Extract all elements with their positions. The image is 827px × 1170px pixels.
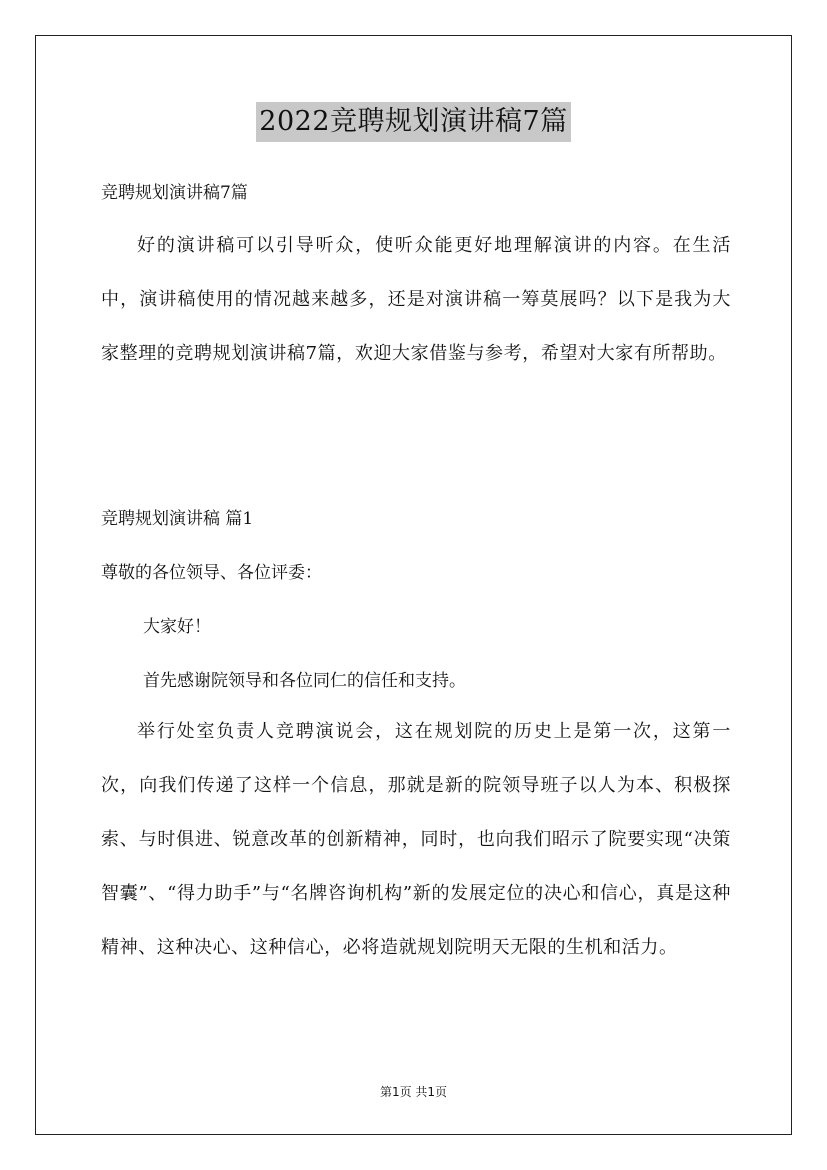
document-title: 2022竞聘规划演讲稿7篇 <box>256 102 570 142</box>
document-title-wrapper <box>0 102 827 142</box>
salutation: 尊敬的各位领导、各位评委： <box>101 563 322 583</box>
section-heading: 竞聘规划演讲稿 篇1 <box>101 509 254 529</box>
intro-paragraph: 好的演讲稿可以引导听众，使听众能更好地理解演讲的内容。在生活中，演讲稿使用的情况越来越多，还是对演讲稿一筹莫展吗？以下是我为大家整理的竞聘规划演讲稿7篇，欢迎大家借鉴与参考，希望对大家有所帮助。 <box>101 235 731 364</box>
page-footer: 第1页 共1页 <box>379 1085 448 1099</box>
document-subtitle: 竞聘规划演讲稿7篇 <box>101 183 248 203</box>
thanks-paragraph: 首先感谢院领导和各位同仁的信任和支持。 <box>143 671 466 691</box>
body-paragraph: 举行处室负责人竞聘演说会，这在规划院的历史上是第一次，这第一次，向我们传递了这样一个信息，那就是新的院领导班子以人为本、积极探索、与时俱进、锐意改革的创新精神，同时，也向我们昭示了院要实现“决策智囊”、“得力助手”与“名牌咨询机构”新的发展定位的决心和信心，真是这种精神、这种决心、这种信心，必将造就规划院明天无限的生机和活力。 <box>101 721 731 958</box>
greeting: 大家好！ <box>143 617 211 637</box>
